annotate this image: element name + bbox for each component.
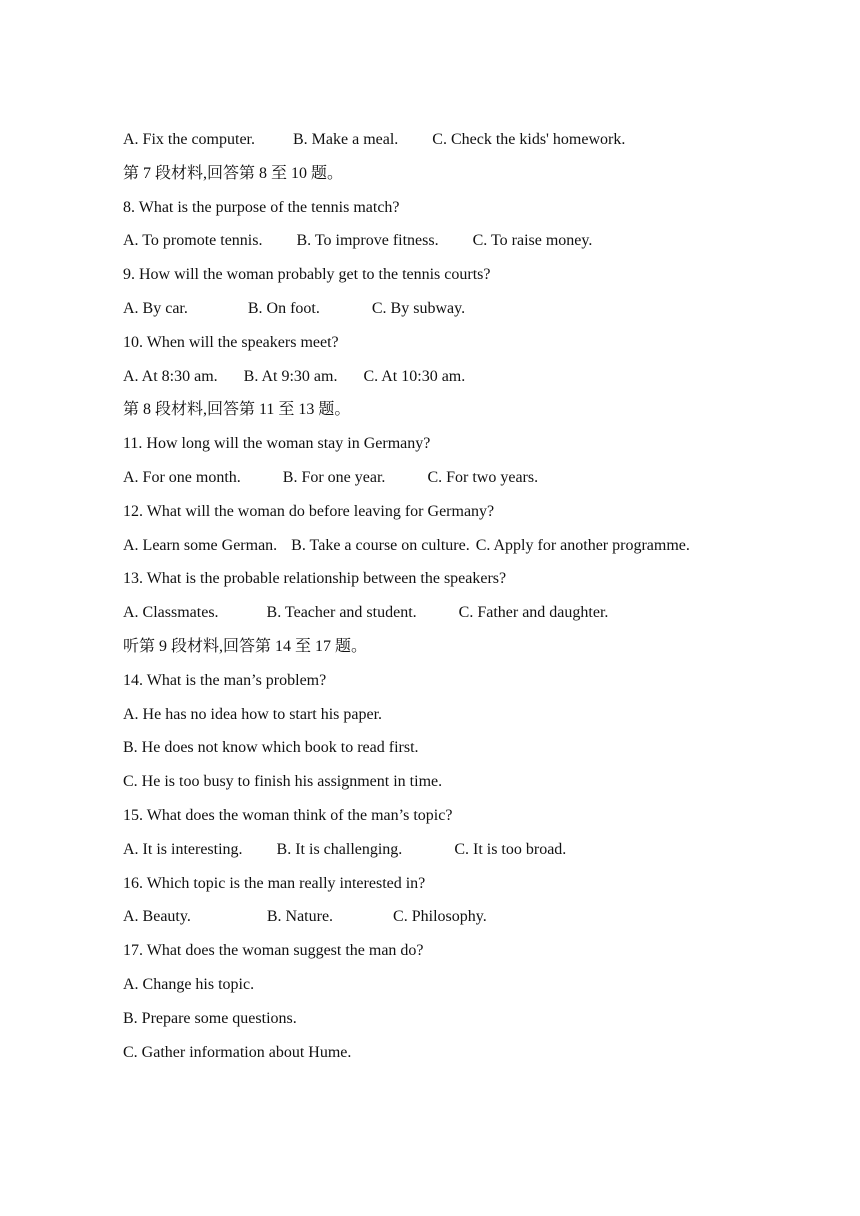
answer-option: B. Prepare some questions. <box>123 1009 297 1027</box>
question-text: 17. What does the woman suggest the man do? <box>123 942 424 960</box>
option-row <box>123 600 823 634</box>
question-text: 13. What is the probable relationship between the speakers? <box>123 570 507 588</box>
answer-option: C. Father and daughter. <box>458 604 609 622</box>
answer-option: B. Nature. <box>266 908 334 926</box>
question-text: 10. When will the speakers meet? <box>123 333 339 351</box>
section-instruction: 第 8 段材料,回答第 11 至 13 题。 <box>123 401 351 419</box>
exam-page <box>123 127 823 1073</box>
option-row <box>123 837 823 871</box>
answer-option: C. Philosophy. <box>393 908 487 926</box>
option-row <box>123 904 823 938</box>
option-row <box>123 127 823 161</box>
question-text: 14. What is the man’s problem? <box>123 671 327 689</box>
option-row <box>123 228 823 262</box>
option-row <box>123 533 823 567</box>
question-text: 11. How long will the woman stay in Germany? <box>123 435 431 453</box>
option-row <box>123 296 823 330</box>
answer-option: B. Make a meal. <box>292 131 399 148</box>
question-text: 8. What is the purpose of the tennis match? <box>123 198 400 216</box>
answer-option: C. It is too broad. <box>454 840 567 858</box>
option-row <box>123 364 823 398</box>
answer-option: B. Take a course on culture. <box>291 536 470 554</box>
answer-option: C. Apply for another programme. <box>475 536 690 554</box>
answer-option: A. Change his topic. <box>123 975 255 993</box>
answer-option: A. At 8:30 am. <box>123 367 218 385</box>
answer-option: B. Teacher and student. <box>266 604 417 622</box>
answer-option: C. He is too busy to finish his assignment in time. <box>123 773 443 791</box>
answer-option: A. Beauty. <box>123 908 191 926</box>
answer-option: C. Gather information about Hume. <box>123 1043 352 1061</box>
answer-option: B. To improve fitness. <box>296 232 439 250</box>
answer-option: A. Fix the computer. <box>123 131 255 148</box>
section-instruction: 第 7 段材料,回答第 8 至 10 题。 <box>123 164 344 182</box>
answer-option: C. By subway. <box>371 299 466 317</box>
answer-option: A. For one month. <box>123 468 241 486</box>
answer-option: C. Check the kids' homework. <box>432 131 626 148</box>
answer-option: A. Classmates. <box>123 604 219 622</box>
section-instruction: 听第 9 段材料,回答第 14 至 17 题。 <box>123 637 368 655</box>
answer-option: A. Learn some German. <box>123 536 278 554</box>
answer-option: C. At 10:30 am. <box>363 367 466 385</box>
answer-option: A. To promote tennis. <box>123 232 263 250</box>
answer-option: B. He does not know which book to read first. <box>123 739 419 757</box>
answer-option: C. To raise money. <box>472 232 593 250</box>
answer-option: C. For two years. <box>427 468 539 486</box>
answer-option: A. By car. <box>123 299 188 317</box>
answer-option: A. It is interesting. <box>123 840 243 858</box>
answer-option: B. For one year. <box>282 468 386 486</box>
question-text: 16. Which topic is the man really interested in? <box>123 874 426 892</box>
answer-option: B. At 9:30 am. <box>243 367 338 385</box>
question-text: 12. What will the woman do before leaving for Germany? <box>123 502 495 520</box>
question-text: 9. How will the woman probably get to the tennis courts? <box>123 266 491 284</box>
answer-option: B. It is challenging. <box>276 840 403 858</box>
option-row <box>123 465 823 499</box>
question-text: 15. What does the woman think of the man’s topic? <box>123 806 453 824</box>
answer-option: A. He has no idea how to start his paper. <box>123 705 383 723</box>
answer-option: B. On foot. <box>247 299 320 317</box>
